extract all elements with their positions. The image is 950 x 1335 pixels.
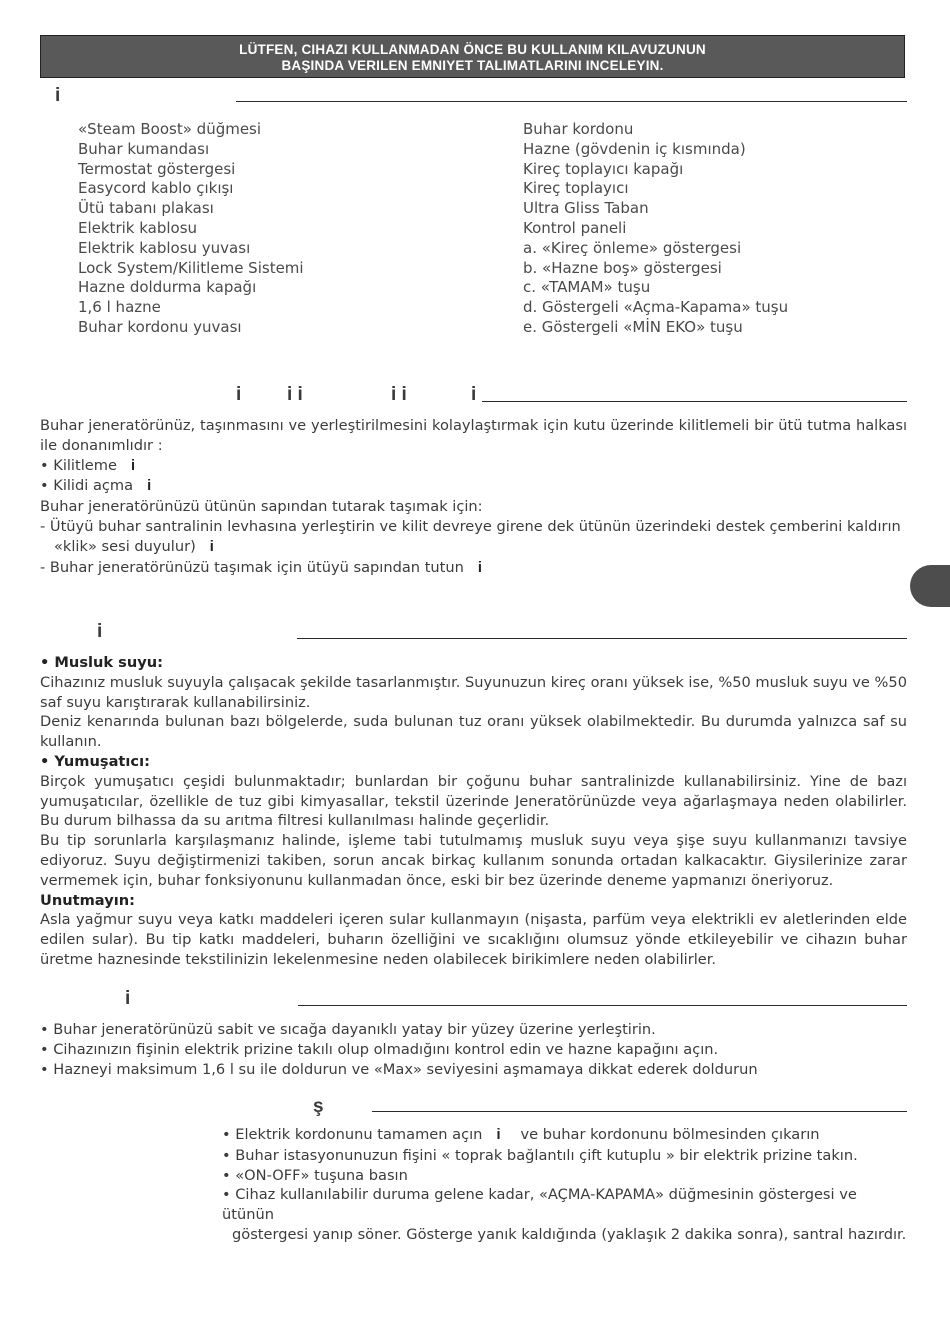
part-item: Elektrik kablosu yuvası	[78, 238, 251, 257]
water-section	[40, 653, 907, 970]
unlock-figure-icon: i	[147, 478, 152, 495]
part-item: Ütü tabanı plakası	[78, 199, 214, 218]
page-side-tab	[910, 565, 950, 607]
lock-item-unlock	[40, 476, 907, 497]
part-item: Termostat göstergesi	[78, 159, 236, 178]
part-item: Kireç toplayıcı	[523, 179, 629, 198]
part-item: Buhar kordonu yuvası	[78, 317, 242, 336]
section-3-heading: i	[97, 621, 103, 642]
part-item: Buhar kordonu	[523, 120, 634, 138]
section-2-heading-b: i i	[287, 384, 303, 405]
softener-p1: Birçok yumuşatıcı çeşidi bulunmaktadır; bunlardan bir çoğunu buhar santralinizde kullanabilirsiniz. Yine de bazı yumuşatıcılar, özellikle de tuz gibi kimyasallar, tekstil üzerinde Jeneratörünüzde veya ağarlaşmaya neden olabilirler. Bu durum bilhassa da su arıtma filtresi kullanılması halinde geçerlidir.	[40, 772, 907, 830]
tap-water-p1: Cihazınız musluk suyuyla çalışacak şekilde tasarlanmıştır. Suyunuzun kireç oranı yüksek ise, %50 musluk suyu ve %50 saf suyu karıştırarak kullanabilirsiniz.	[40, 673, 907, 711]
part-item: Easycord kablo çıkışı	[78, 179, 234, 198]
fill-step-1: • Buhar jeneratörünüzü sabit ve sıcağa dayanıklı yatay bir yüzey üzerine yerleştirin.	[40, 1021, 656, 1038]
part-item: e. Göstergeli «MİN EKO» tuşu	[523, 317, 743, 336]
part-item: Lock System/Kilitleme Sistemi	[78, 258, 304, 277]
start-step-2: • Buhar istasyonunuzun fişini « toprak bağlantılı çift kutuplu » bir elektrik prizine takın.	[222, 1146, 858, 1164]
part-item: Buhar kumandası	[78, 139, 210, 158]
tap-water-p2: Deniz kenarında bulunan bazı bölgelerde, suda bulunan tuz oranı yüksek olabilmektedir. Bu durumda yalnızca saf su kullanın.	[40, 713, 907, 751]
carry-step-1-cont	[40, 537, 907, 558]
section-2-rule	[482, 401, 907, 402]
banner-line-1: LÜTFEN, CIHAZI KULLANMADAN ÖNCE BU KULLANIM KILAVUZUNUN	[239, 42, 706, 57]
carry-step-2-text: - Buhar jeneratörünüzü taşımak için ütüyü sapından tutun	[40, 558, 464, 576]
start-step-4-cont: göstergesi yanıp söner. Gösterge yanık kaldığında (yaklaşık 2 dakika sonra), santral hazırdır.	[232, 1225, 907, 1243]
parts-list-left	[78, 120, 304, 338]
safety-banner	[40, 35, 905, 78]
carry-step-2	[40, 558, 907, 579]
start-step-1	[222, 1125, 912, 1146]
fill-step-3: • Hazneyi maksimum 1,6 l su ile doldurun ve «Max» seviyesini aşmamaya dikkat ederek doldurun	[40, 1060, 758, 1078]
part-item: Hazne (gövdenin iç kısmında)	[523, 139, 746, 158]
part-item: Hazne doldurma kapağı	[78, 278, 257, 297]
softener-title: • Yumuşatıcı:	[40, 752, 150, 770]
carry-step-1-icon: i	[209, 538, 214, 555]
start-step-3: • «ON-OFF» tuşuna basın	[222, 1166, 408, 1184]
part-item: Kontrol paneli	[523, 218, 627, 237]
banner-line-2: BAŞINDA VERILEN EMNIYET TALIMATLARINI INCELEYIN.	[281, 58, 664, 73]
fill-step-2: • Cihazınızın fişinin elektrik prizine takılı olup olmadığını kontrol edin ve hazne kapağını açın.	[40, 1040, 719, 1058]
lock-intro: Buhar jeneratörünüz, taşınmasını ve yerleştirilmesini kolaylaştırmak için kutu üzerinde kilitlemeli bir ütü tutma halkası ile donanımlıdır :	[40, 417, 907, 454]
part-item: 1,6 l hazne	[78, 298, 161, 317]
warning-p1: Asla yağmur suyu veya katkı maddeleri içeren sular kullanmayın (nişasta, parfüm veya elektrikli ev aletlerinden elde edilen sular). Bu tip katkı maddeleri, buharın özelliğini ve sıcaklığını olumsuz yönde etkileyebilir ve cihazın buhar üretme haznesinde tekstilinizin lekelenmesine neden olabilecek birikimlere neden olabilirler.	[40, 911, 907, 968]
unlock-item-text: • Kilidi açma	[40, 477, 134, 495]
section-4-rule	[298, 1005, 907, 1006]
carry-step-2-icon: i	[477, 559, 482, 576]
start-step-1-text: • Elektrik kordonunu tamamen açın	[222, 1126, 483, 1143]
parts-list-right	[523, 120, 788, 338]
lock-item-text: • Kilitleme	[40, 456, 117, 474]
lock-figure-icon: i	[130, 457, 135, 474]
start-step-1-text-b: ve buhar kordonunu bölmesinden çıkarın	[520, 1126, 820, 1143]
start-step-4: • Cihaz kullanılabilir duruma gelene kadar, «AÇMA-KAPAMA» düğmesinin göstergesi ve ütünün	[222, 1186, 857, 1224]
part-item: Ultra Gliss Taban	[523, 199, 649, 218]
section-2-heading-c: i i	[391, 384, 407, 405]
section-2-heading-d: i	[471, 384, 477, 405]
start-step-1-icon: i	[496, 1127, 501, 1143]
section-5-rule	[372, 1111, 907, 1112]
fill-section	[40, 1020, 907, 1079]
tap-water-title: • Musluk suyu:	[40, 654, 163, 671]
lock-item-lock	[40, 456, 907, 477]
part-item: a. «Kireç önleme» göstergesi	[523, 238, 742, 257]
part-item: c. «TAMAM» tuşu	[523, 278, 651, 297]
carry-step-1: - Ütüyü buhar santralinin levhasına yerleştirin ve kilit devreye girene dek ütünün üzerindeki destek çemberini kaldırın	[40, 517, 901, 535]
part-item: b. «Hazne boş» göstergesi	[523, 258, 722, 277]
section-1-rule	[236, 101, 907, 102]
carry-intro: Buhar jeneratörünüzü ütünün sapından tutarak taşımak için:	[40, 498, 483, 516]
part-item: Elektrik kablosu	[78, 218, 198, 237]
warning-title: Unutmayın:	[40, 891, 135, 909]
section-3-rule	[297, 638, 907, 639]
carry-step-1-text: «klik» sesi duyulur)	[54, 537, 196, 555]
part-item: «Steam Boost» düğmesi	[78, 120, 262, 138]
section-1-heading: i	[55, 85, 61, 106]
part-item: d. Göstergeli «Açma-Kapama» tuşu	[523, 298, 789, 317]
section-2-heading-a: i	[236, 384, 242, 405]
softener-p2: Bu tip sorunlarla karşılaşmanız halinde, işleme tabi tutulmamış musluk suyu veya şişe suyu kullanmanızı tavsiye ediyoruz. Suyu değiştirmenizi takiben, sorun ancak birkaç kullanım sonunda ortadan kalkacaktır. Giysilerinize zarar vermemek için, buhar fonksiyonunu kullanmadan önce, eski bir bez üzerinde deneme yapmanızı öneriyoruz.	[40, 832, 907, 889]
section-5-heading: ş	[313, 1096, 324, 1117]
start-section	[222, 1125, 912, 1245]
part-item: Kireç toplayıcı kapağı	[523, 159, 684, 178]
lock-section	[40, 416, 907, 578]
section-4-heading: i	[125, 988, 131, 1009]
